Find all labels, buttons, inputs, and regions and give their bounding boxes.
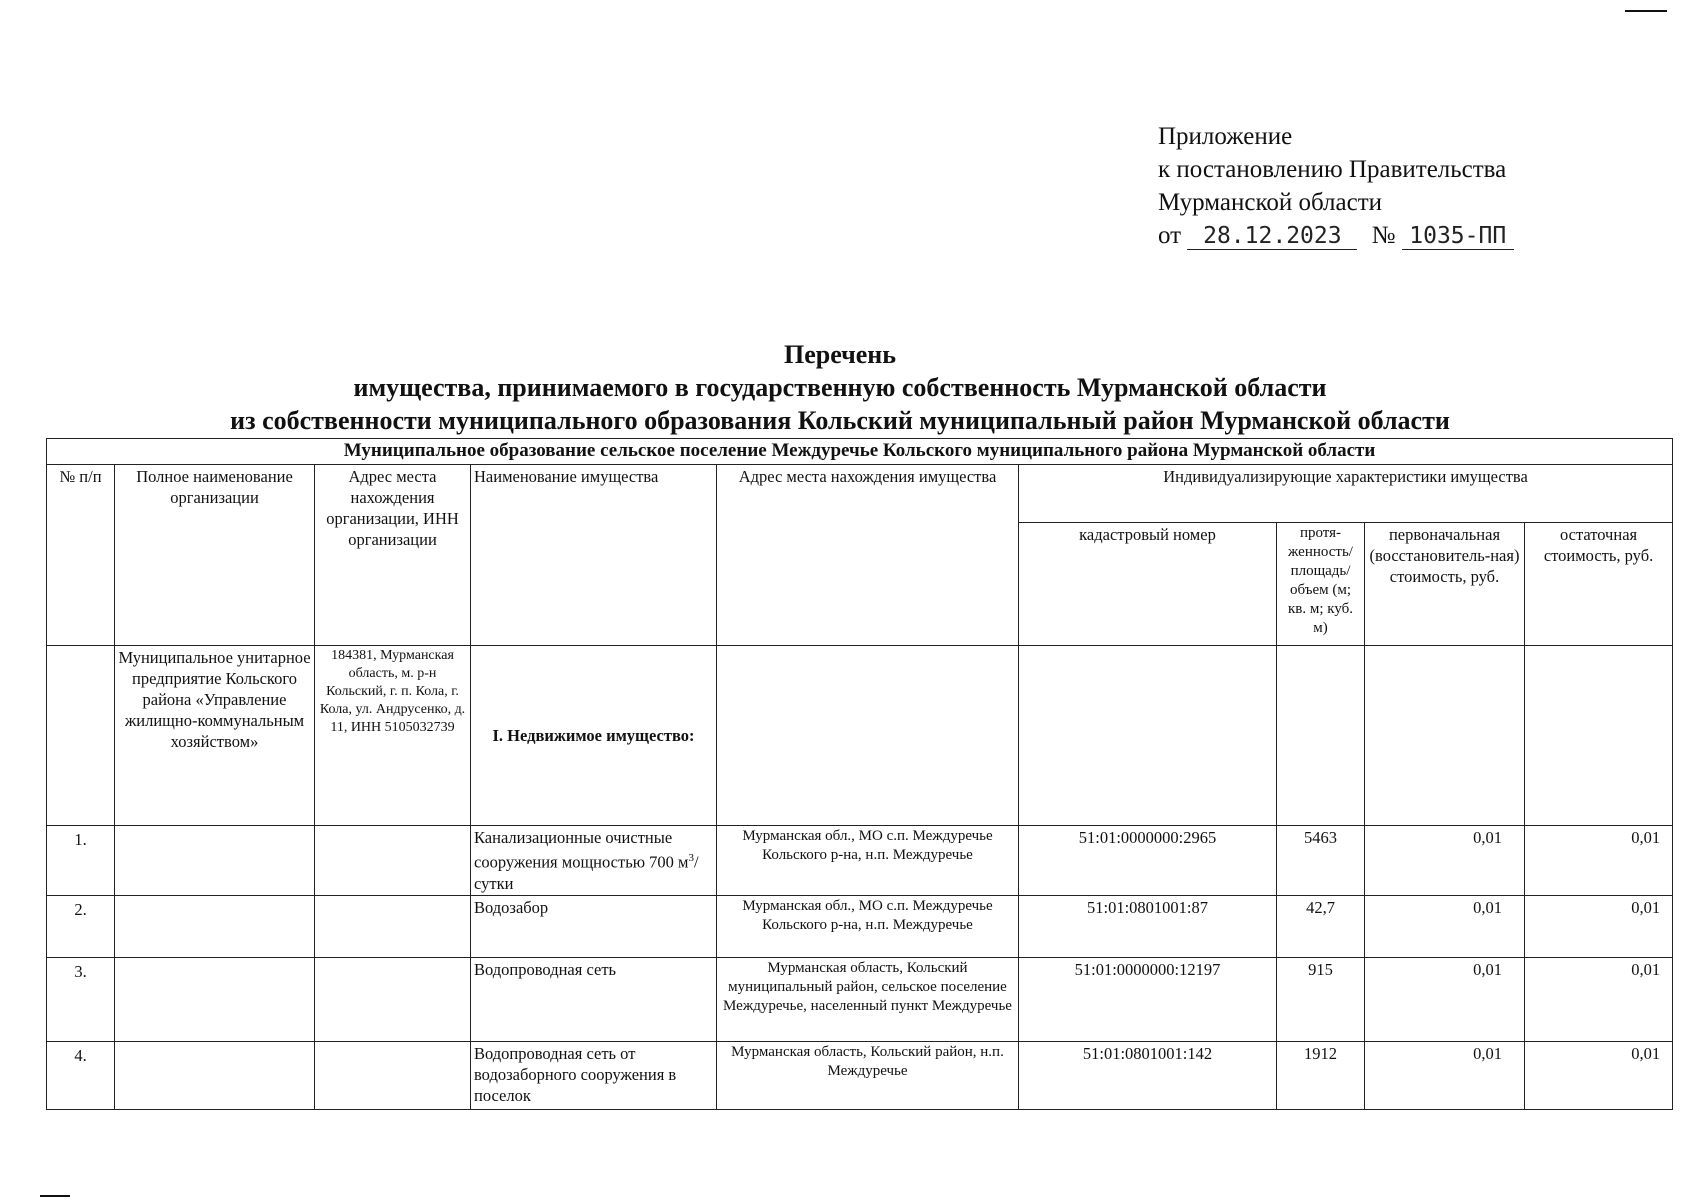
- row-residual-cost: 0,01: [1525, 957, 1673, 1041]
- attachment-line-2: к постановлению Правительства: [1158, 156, 1507, 183]
- header-characteristics: Индивидуализирующие характеристики имущества: [1019, 465, 1673, 523]
- title-line-1: Перечень: [783, 340, 897, 369]
- row-num: 3.: [47, 957, 115, 1041]
- row-property-address: Мурманская обл., МО с.п. Междуречье Кольского р-на, н.п. Междуречье: [717, 895, 1019, 957]
- table-row: [47, 957, 1673, 1041]
- resolution-number: 1035-ПП: [1402, 223, 1514, 250]
- attachment-line-3: Мурманской области: [1158, 189, 1383, 216]
- row-num: 4.: [47, 1041, 115, 1109]
- row-length: 915: [1277, 957, 1365, 1041]
- row-initial-cost: 0,01: [1365, 957, 1525, 1041]
- scan-mark-top-right: [1625, 10, 1667, 12]
- header-residual-cost: остаточная стоимость, руб.: [1525, 523, 1673, 646]
- row-initial-cost: 0,01: [1365, 1041, 1525, 1109]
- org-empty-2: [1019, 646, 1277, 826]
- row-length: 1912: [1277, 1041, 1365, 1109]
- row-num: 2.: [47, 895, 115, 957]
- header-property-address: Адрес места нахождения имущества: [717, 465, 1019, 646]
- row-org-empty: [115, 1041, 315, 1109]
- section-header-row: [47, 439, 1673, 465]
- table-row: [47, 1041, 1673, 1109]
- org-empty-1: [717, 646, 1019, 826]
- table-row: [47, 895, 1673, 957]
- row-cadastral: 51:01:0801001:142: [1019, 1041, 1277, 1109]
- header-org-name: Полное наименование организации: [115, 465, 315, 646]
- org-name: Муниципальное унитарное предприятие Кольского района «Управление жилищно-коммунальным хозяйством»: [115, 646, 315, 826]
- title-line-3: из собственности муниципального образования Кольский муниципальный район Мурманской области: [230, 406, 1450, 435]
- property-table: [46, 438, 1673, 1110]
- row-property-name: Водопроводная сеть: [471, 957, 717, 1041]
- row-initial-cost: 0,01: [1365, 895, 1525, 957]
- org-empty-5: [1525, 646, 1673, 826]
- date-prefix: от: [1158, 222, 1182, 249]
- row-length: 5463: [1277, 826, 1365, 896]
- attachment-line-1: Приложение: [1158, 123, 1293, 150]
- number-prefix: №: [1371, 222, 1396, 249]
- row-residual-cost: 0,01: [1525, 895, 1673, 957]
- row-property-name: Водопроводная сеть от водозаборного сооружения в поселок: [471, 1041, 717, 1109]
- unit-superscript: 3: [688, 852, 694, 864]
- row-residual-cost: 0,01: [1525, 826, 1673, 896]
- row-property-address: Мурманская область, Кольский район, н.п. Междуречье: [717, 1041, 1019, 1109]
- header-row-1: [47, 465, 1673, 523]
- row-address-empty: [315, 957, 471, 1041]
- scan-mark-bottom-left: [40, 1195, 70, 1197]
- row-property-address: Мурманская обл., МО с.п. Междуречье Кольского р-на, н.п. Междуречье: [717, 826, 1019, 896]
- row-length: 42,7: [1277, 895, 1365, 957]
- row-cadastral: 51:01:0000000:2965: [1019, 826, 1277, 896]
- row-address-empty: [315, 826, 471, 896]
- org-row: [47, 646, 1673, 826]
- row-address-empty: [315, 1041, 471, 1109]
- attachment-block: [1158, 120, 1608, 252]
- row-property-name: [471, 826, 717, 896]
- resolution-date: 28.12.2023: [1187, 223, 1357, 250]
- org-empty-3: [1277, 646, 1365, 826]
- section-title: Муниципальное образование сельское поселение Междуречье Кольского муниципального района Мурманской области: [47, 439, 1673, 465]
- document-title: [60, 338, 1620, 437]
- row-org-empty: [115, 957, 315, 1041]
- header-cadastral: кадастровый номер: [1019, 523, 1277, 646]
- row-property-address: Мурманская область, Кольский муниципальный район, сельское поселение Междуречье, населенный пункт Междуречье: [717, 957, 1019, 1041]
- row-org-empty: [115, 826, 315, 896]
- property-name-suffix: / сутки: [474, 852, 699, 893]
- row-address-empty: [315, 895, 471, 957]
- row-residual-cost: 0,01: [1525, 1041, 1673, 1109]
- row-property-name: Водозабор: [471, 895, 717, 957]
- attachment-date-line: [1158, 219, 1608, 252]
- row-org-empty: [115, 895, 315, 957]
- org-empty-4: [1365, 646, 1525, 826]
- header-num: № п/п: [47, 465, 115, 646]
- row-initial-cost: 0,01: [1365, 826, 1525, 896]
- org-num-cell: [47, 646, 115, 826]
- row-cadastral: 51:01:0801001:87: [1019, 895, 1277, 957]
- org-address: 184381, Мурманская область, м. р-н Кольский, г. п. Кола, г. Кола, ул. Андрусенко, д. 11, ИНН 5105032739: [315, 646, 471, 826]
- table-row: [47, 826, 1673, 896]
- property-category: I. Недвижимое имущество:: [471, 646, 717, 826]
- row-num: 1.: [47, 826, 115, 896]
- header-initial-cost: первоначальная (восстановитель-ная) стоимость, руб.: [1365, 523, 1525, 646]
- header-property-name: Наименование имущества: [471, 465, 717, 646]
- property-name-text: Канализационные очистные сооружения мощностью 700 м: [474, 828, 689, 872]
- row-cadastral: 51:01:0000000:12197: [1019, 957, 1277, 1041]
- header-org-address: Адрес места нахождения организации, ИНН организации: [315, 465, 471, 646]
- title-line-2: имущества, принимаемого в государственную собственность Мурманской области: [353, 373, 1327, 402]
- header-length: протя-женность/ площадь/ объем (м; кв. м; куб. м): [1277, 523, 1365, 646]
